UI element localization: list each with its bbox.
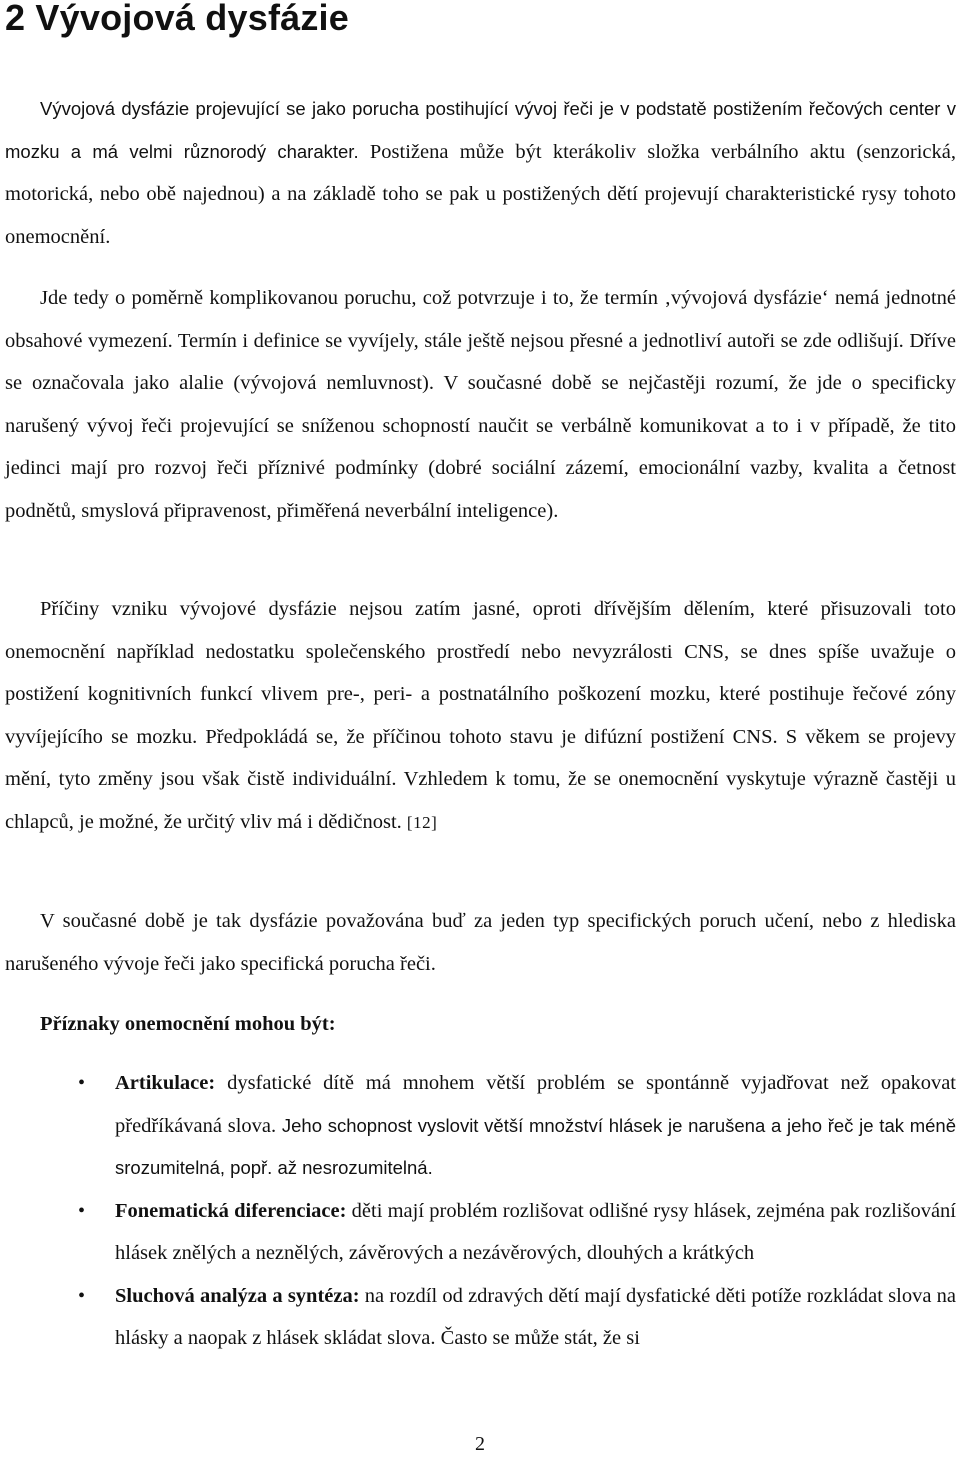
symptoms-list bbox=[0, 1062, 956, 1360]
paragraph-causes bbox=[5, 588, 956, 844]
symptom-description: děti mají problém rozlišovat odlišné rysy hlásek, zejména pak rozlišování hlásek znělých a neznělých, závěrových a nezávěrových, dlouhých a krátkých bbox=[115, 1199, 956, 1264]
symptom-description-extra: Často se může stát, že si bbox=[435, 1327, 640, 1349]
symptom-description-extra: Jeho schopnost vyslovit větší množství hlásek je narušena a jeho řeč je tak méně srozumitelná, popř. až nesrozumitelná. bbox=[115, 1114, 956, 1178]
paragraph-intro-sentence-1: Vývojová dysfázie projevující se jako porucha postihující vývoj řeči je v podstatě postižením řečových center v mozku a má velmi různorodý charakter. bbox=[5, 98, 956, 162]
list-item bbox=[0, 1275, 956, 1360]
bullet-icon: • bbox=[78, 1072, 86, 1094]
paragraph-definition-part-2: V současné době se nejčastěji rozumí, že jde o specificky narušený vývoj řeči projevující se sníženou schopností naučit se verbálně komunikovat a to i v případě, že tito jedinci mají pro rozvoj řeči příznivé podmínky (dobré sociální zázemí, emocionální vazby, kvalita a četnost podnětů, smyslová připravenost, přiměřená neverbální inteligence). bbox=[5, 372, 956, 522]
symptoms-heading: Příznaky onemocnění mohou být: bbox=[40, 1013, 336, 1035]
paragraph-definition bbox=[5, 277, 956, 532]
paragraph-intro-sentence-2: Postižena může být kterákoliv složka verbálního aktu (senzorická, motorická, nebo obě najednou) a na základě toho se pak u postižených dětí projevují charakteristické rysy tohoto onemocnění. bbox=[5, 140, 956, 248]
chapter-heading: 2 Vývojová dysfázie bbox=[5, 0, 349, 38]
symptom-term: Fonematická diferenciace: bbox=[115, 1199, 347, 1222]
list-item bbox=[0, 1190, 956, 1275]
symptom-description: na rozdíl od zdravých dětí mají dysfatické děti potíže rozkládat slova na hlásky a naopak z hlásek skládat slova. bbox=[115, 1284, 956, 1349]
paragraph-definition-part-1: Jde tedy o poměrně komplikovanou poruchu, což potvrzuje i to, že termín ‚vývojová dysfázie‘ nemá jednotné obsahové vymezení. Termín i definice se vyvíjely, stále ještě nejsou přesné a jednotliví autoři se zde odlišují. Dříve se označovala jako alalie (vývojová nemluvnost). bbox=[5, 287, 956, 394]
paragraph-causes-text: Příčiny vzniku vývojové dysfázie nejsou zatím jasné, oproti dřívějším dělením, které přisuzovali toto onemocnění například nedostatku společenského prostředí nebo nevyzrálosti CNS, se dnes spíše uvažuje o postižení kognitivních funkcí vlivem pre-, peri- a postnatálního poškození mozku, které postihuje řečové zóny vyvíjejícího se mozku. Předpokládá se, že příčinou tohoto stavu je difúzní postižení CNS. S věkem se projevy mění, tyto změny jsou však čistě individuální. Vzhledem k tomu, že se onemocnění vyskytuje výrazně častěji u chlapců, je možné, že určitý vliv má i dědičnost. bbox=[5, 598, 956, 833]
symptom-description: dysfatické dítě má mnohem větší problém se spontánně vyjadřovat než opakovat předříkávaná slova. bbox=[115, 1072, 956, 1137]
bullet-icon: • bbox=[78, 1284, 86, 1307]
paragraph-intro bbox=[5, 88, 956, 258]
symptom-term: Artikulace: bbox=[115, 1072, 216, 1094]
page-number: 2 bbox=[475, 1433, 485, 1455]
list-item bbox=[0, 1062, 956, 1190]
citation-reference: [12] bbox=[406, 812, 438, 832]
symptom-term: Sluchová analýza a syntéza: bbox=[115, 1284, 360, 1307]
bullet-icon: • bbox=[78, 1199, 86, 1222]
paragraph-classification: V současné době je tak dysfázie považována buď za jeden typ specifických poruch učení, nebo z hlediska narušeného vývoje řeči jako specifická porucha řeči. bbox=[5, 910, 956, 975]
